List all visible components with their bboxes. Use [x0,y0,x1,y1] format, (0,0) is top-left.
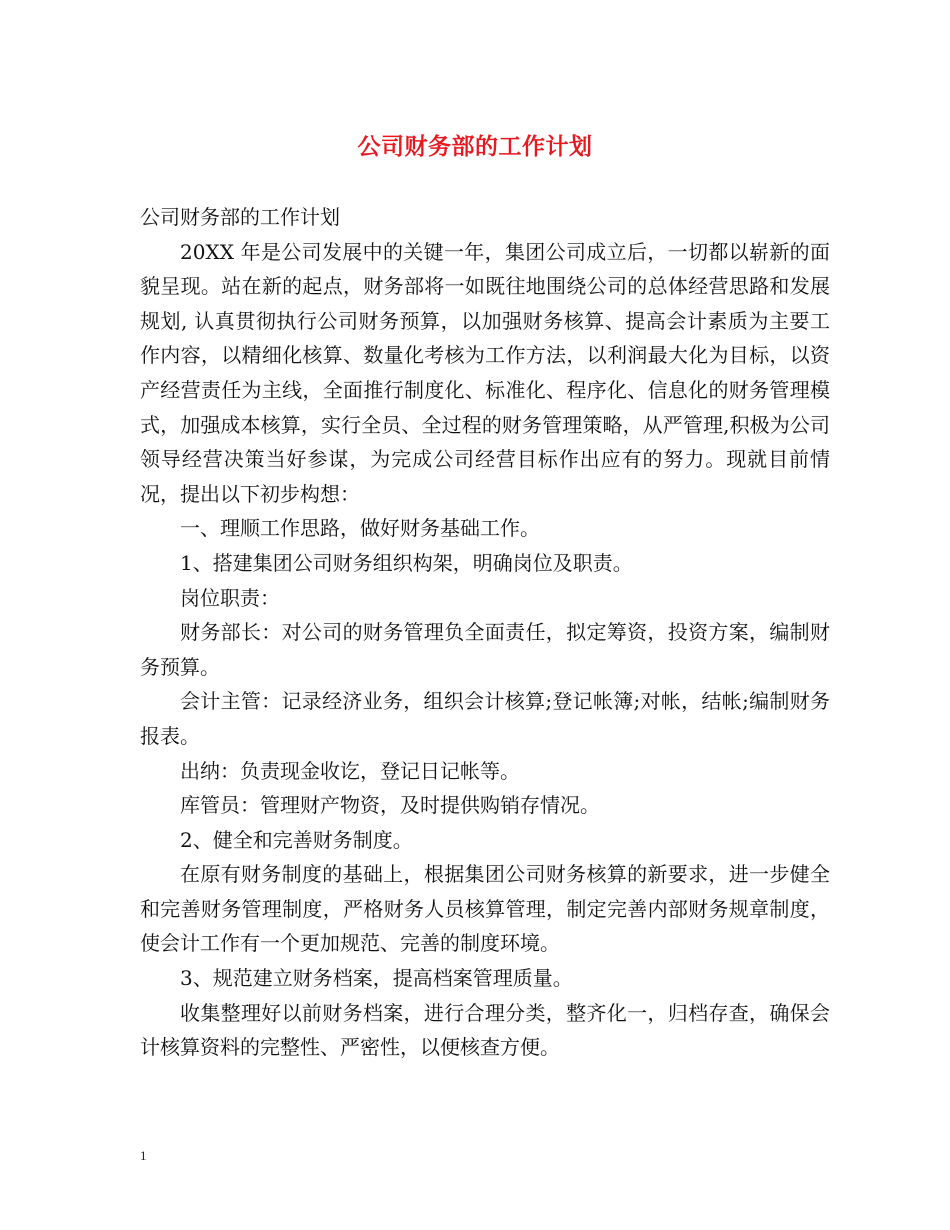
page-number: 1 [140,1148,147,1163]
duties-label: 岗位职责： [180,585,280,610]
item-heading-1: 1、搭建集团公司财务组织构架，明确岗位及职责。 [180,550,633,575]
paragraph-archives: 收集整理好以前财务档案，进行合理分类，整齐化一，归档存查，确保会计核算资料的完整性、严密性，以便核查方便。 [140,1000,830,1060]
section-heading-1: 一、理顺工作思路，做好财务基础工作。 [180,516,540,541]
document-body [140,200,830,1065]
item-heading-3: 3、规范建立财务档案，提高档案管理质量。 [180,966,573,991]
document-subtitle: 公司财务部的工作计划 [140,205,340,229]
duty-finance-director: 财务部长：对公司的财务管理负全面责任，拟定筹资，投资方案，编制财务预算。 [140,620,830,679]
paragraph-finance-system: 在原有财务制度的基础上，根据集团公司财务核算的新要求，进一步健全和完善财务管理制度，严格财务人员核算管理，制定完善内部财务规章制度，使会计工作有一个更加规范、完善的制度环境。 [140,862,830,956]
duty-warehouse-keeper: 库管员：管理财产物资，及时提供购销存情况。 [180,793,600,818]
item-heading-2: 2、健全和完善财务制度。 [180,827,413,852]
paragraph-intro: 20XX 年是公司发展中的关键一年，集团公司成立后，一切都以崭新的面貌呈现。站在新的起点，财务部将一如既往地围绕公司的总体经营思路和发展规划, 认真贯彻执行公司财务预算，以加强财务核算、提高会计素质为主要工作内容，以精细化核算、数量化考核为工作方法，以利润最大化为目标，以资产经营责任为主线，全面推行制度化、标准化、程序化、信息化的财务管理模式，加强成本核算，实行全员、全过程的财务管理策略，从严管理,积极为公司领导经营决策当好参谋，为完成公司经营目标作出应有的努力。现就目前情况，提出以下初步构想： [140,239,830,506]
document-title: 公司财务部的工作计划 [357,133,593,160]
duty-accounting-supervisor: 会计主管：记录经济业务，组织会计核算;登记帐簿;对帐，结帐;编制财务报表。 [140,689,830,748]
duty-cashier: 出纳：负责现金收讫，登记日记帐等。 [180,758,520,783]
